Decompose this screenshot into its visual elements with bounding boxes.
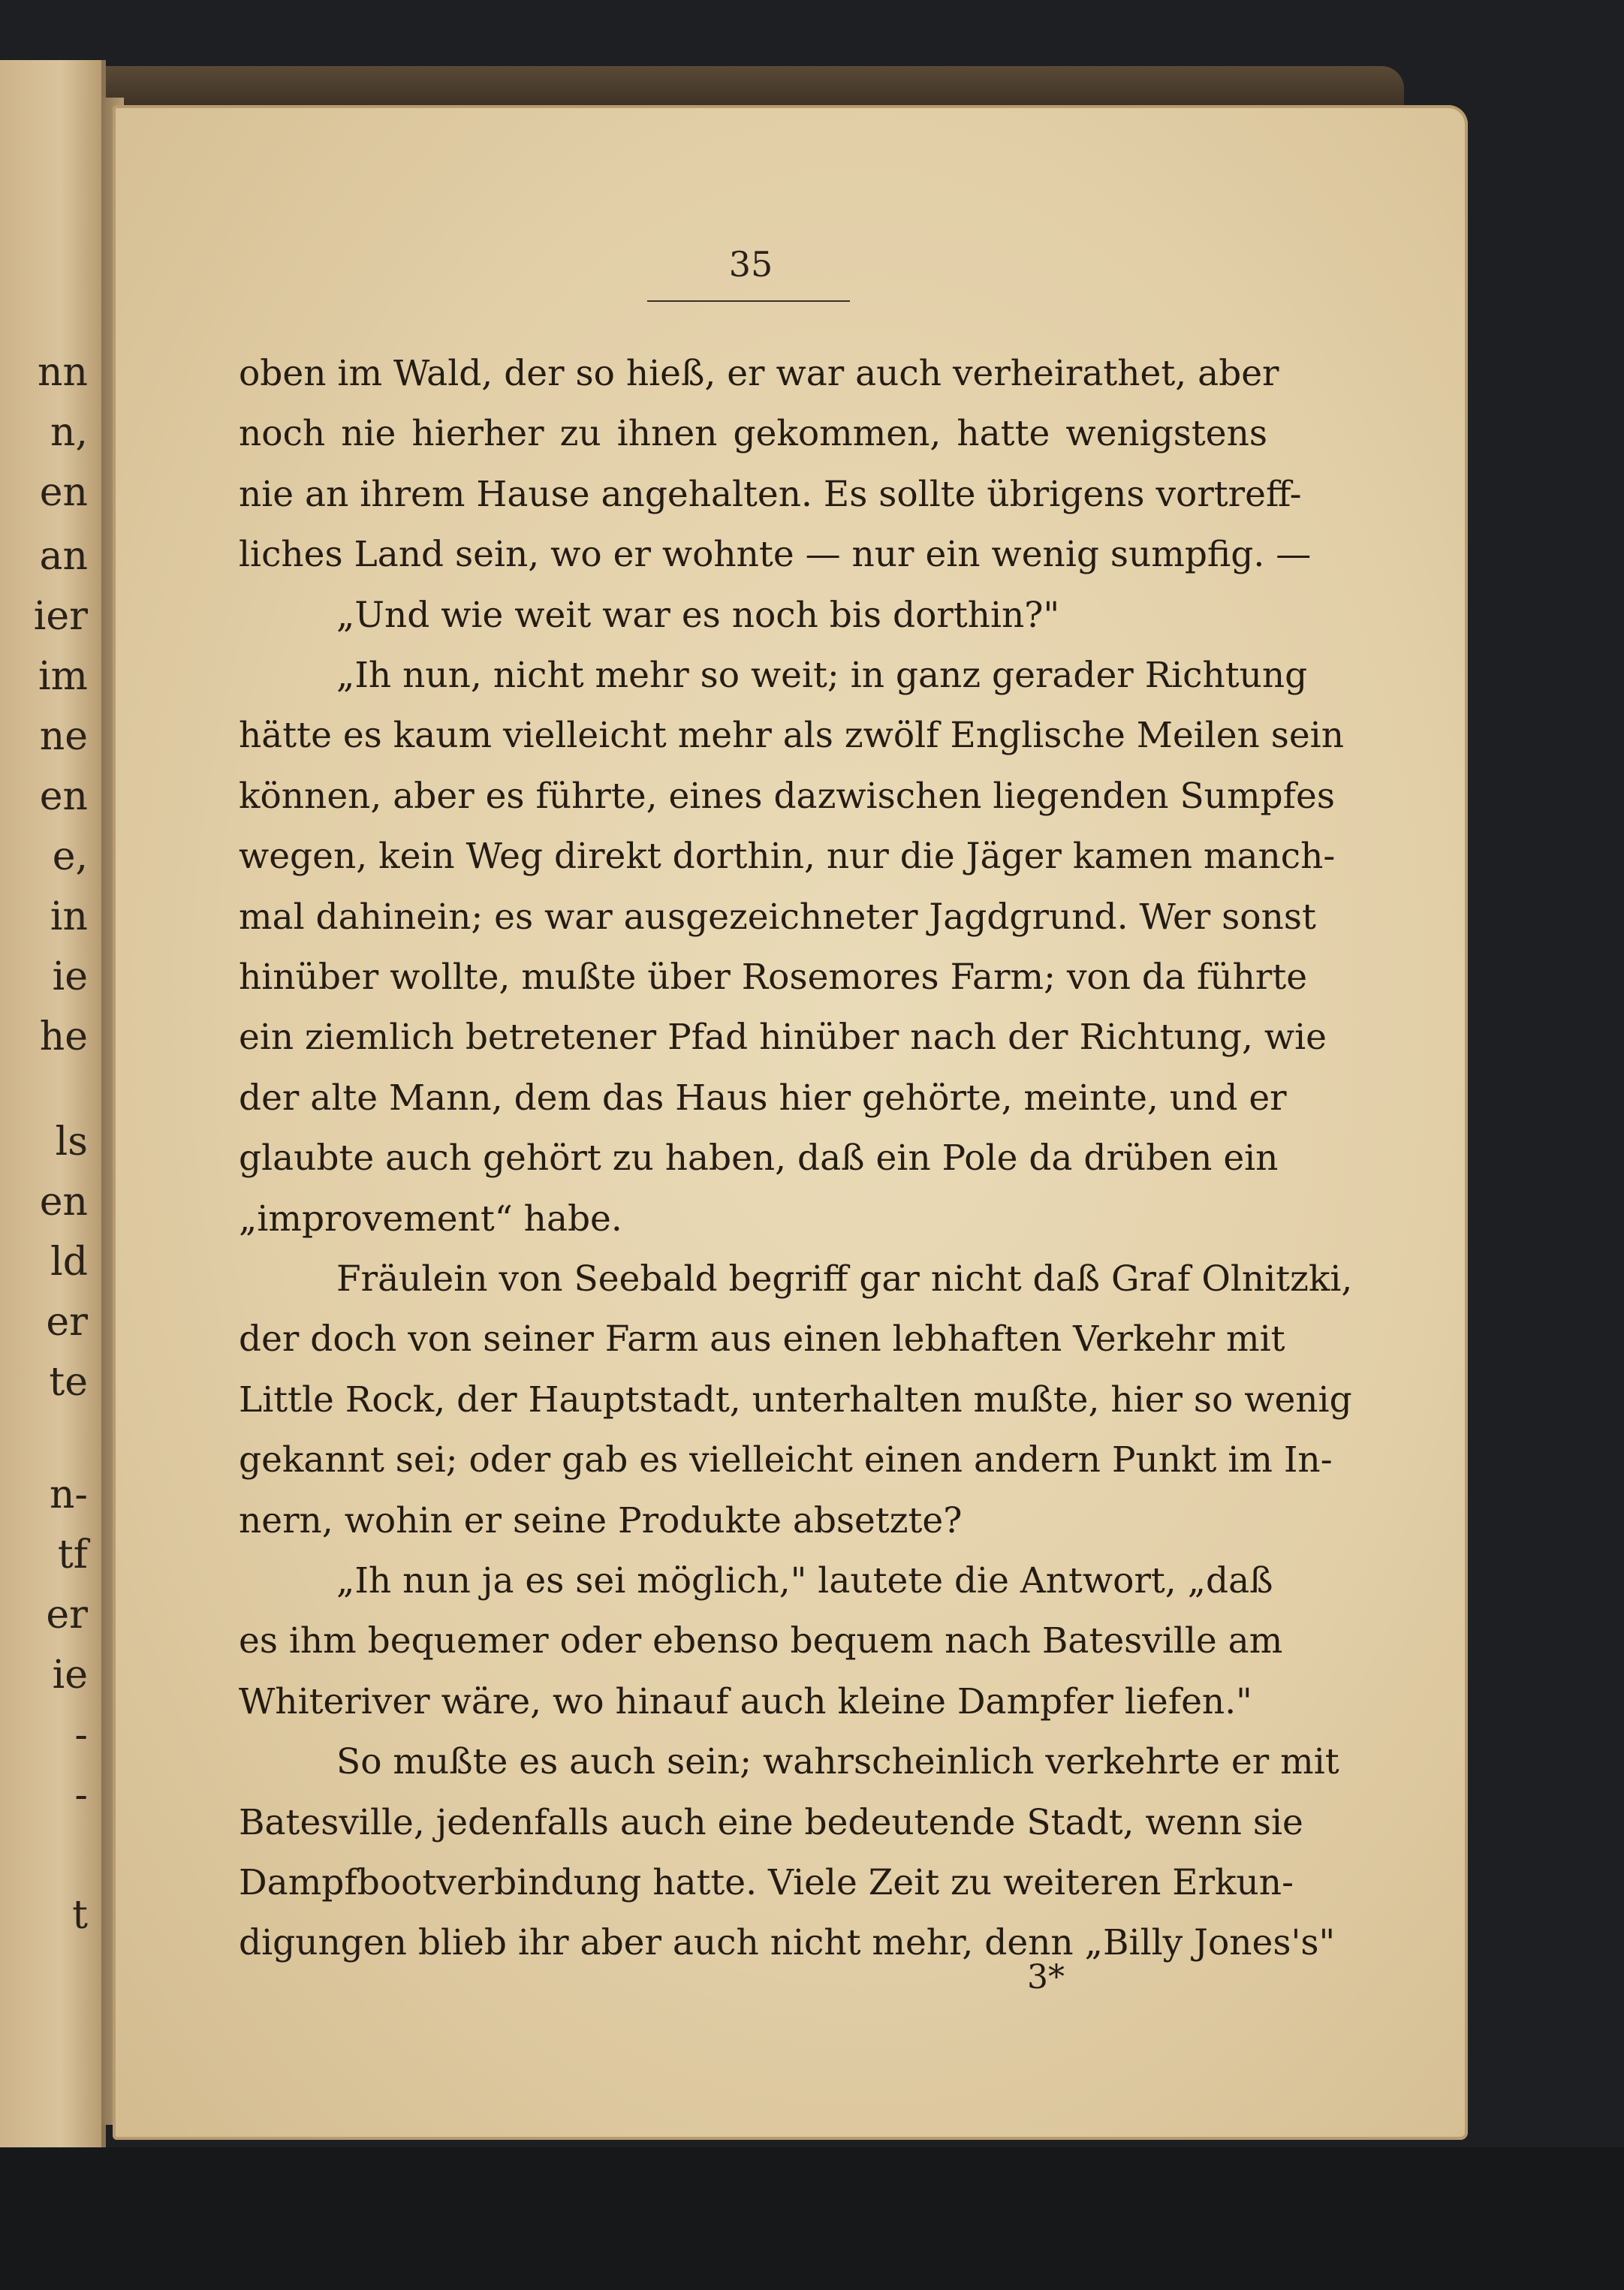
page-number: 35 <box>728 244 773 285</box>
text-line: Batesville, jedenfalls auch eine bedeutende Stadt, wenn sie <box>239 1802 1303 1843</box>
left-page-fragment: ie <box>52 954 88 999</box>
left-page-fragment: te <box>49 1360 88 1405</box>
left-page-fragment: he <box>39 1014 88 1059</box>
text-line: gekannt sei; oder gab es vielleicht einen andern Punkt im In- <box>239 1439 1333 1481</box>
text-line: liches Land sein, wo er wohnte — nur ein wenig sumpfig. — <box>239 534 1312 575</box>
text-line: Little Rock, der Hauptstadt, unterhalten mußte, hier so wenig <box>239 1379 1352 1421</box>
text-line: mal dahinein; es war ausgezeichneter Jagdgrund. Wer sonst <box>239 896 1316 938</box>
left-page-fragment: im <box>38 654 88 699</box>
text-line: „Ih nun ja es sei möglich," lautete die Antwort, „daß <box>336 1560 1273 1601</box>
text-line: nie an ihrem Hause angehalten. Es sollte übrigens vortreff- <box>239 474 1302 515</box>
left-page-fragment: nn <box>38 350 88 395</box>
text-line: es ihm bequemer oder ebenso bequem nach Batesville am <box>239 1620 1283 1662</box>
text-line: Dampfbootverbindung hatte. Viele Zeit zu weiteren Erkun- <box>239 1862 1294 1903</box>
header-rule <box>647 300 850 302</box>
left-page-fragment: in <box>50 894 88 939</box>
left-page-fragment: en <box>39 1180 88 1225</box>
text-line: können, aber es führte, eines dazwischen liegenden Sumpfes <box>239 776 1335 817</box>
left-page-fragment: - <box>74 1713 88 1758</box>
left-page-fragment: e, <box>52 834 88 879</box>
book-top-edge <box>45 66 1404 111</box>
text-line: Whiteriver wäre, wo hinauf auch kleine Dampfer liefen." <box>239 1681 1252 1722</box>
text-line: digungen blieb ihr aber auch nicht mehr, denn „Billy Jones's" <box>239 1922 1336 1963</box>
left-page-edge <box>0 60 106 2147</box>
left-page-fragment: ier <box>33 594 88 639</box>
text-line: glaubte auch gehört zu haben, daß ein Pole da drüben ein <box>239 1137 1279 1179</box>
left-page-fragment: t <box>72 1893 88 1938</box>
left-page-fragment: ie <box>52 1653 88 1698</box>
left-page-fragment: - <box>74 1773 88 1818</box>
left-page-fragment: er <box>46 1300 88 1345</box>
text-line: „Ih nun, nicht mehr so weit; in ganz gerader Richtung <box>336 655 1308 696</box>
text-line: hätte es kaum vielleicht mehr als zwölf Englische Meilen sein <box>239 715 1344 756</box>
left-page-fragment: an <box>39 534 88 579</box>
text-line: oben im Wald, der so hieß, er war auch verheirathet, aber <box>239 353 1279 394</box>
left-page-fragment: er <box>46 1592 88 1638</box>
text-line: der doch von seiner Farm aus einen lebhaften Verkehr mit <box>239 1318 1285 1360</box>
text-line: ein ziemlich betretener Pfad hinüber nach der Richtung, wie <box>239 1017 1327 1058</box>
left-page-fragment: ld <box>50 1240 88 1285</box>
text-line: Fräulein von Seebald begriff gar nicht daß Graf Olnitzki, <box>336 1258 1353 1300</box>
left-page-fragment: n- <box>49 1472 88 1517</box>
text-line: der alte Mann, dem das Haus hier gehörte, meinte, und er <box>239 1077 1287 1119</box>
left-page-fragment: ls <box>55 1119 88 1165</box>
signature-mark: 3* <box>1027 1958 1065 1996</box>
text-line: „improvement“ habe. <box>239 1198 622 1240</box>
text-line: wegen, kein Weg direkt dorthin, nur die Jäger kamen manch- <box>239 836 1336 877</box>
background <box>0 2147 1624 2290</box>
text-line: nern, wohin er seine Produkte absetzte? <box>239 1500 963 1541</box>
text-line: „Und wie weit war es noch bis dorthin?" <box>336 595 1060 636</box>
text-line: noch nie hierher zu ihnen gekommen, hatte wenigstens <box>239 413 1267 454</box>
left-page-fragment: tf <box>57 1532 88 1577</box>
left-page-fragment: en <box>39 774 88 819</box>
left-page-fragment: n, <box>50 410 88 455</box>
text-line: hinüber wollte, mußte über Rosemores Farm; von da führte <box>239 957 1308 998</box>
left-page-fragment: en <box>39 470 88 515</box>
text-line: So mußte es auch sein; wahrscheinlich verkehrte er mit <box>336 1741 1339 1782</box>
left-page-fragment: ne <box>39 714 88 759</box>
